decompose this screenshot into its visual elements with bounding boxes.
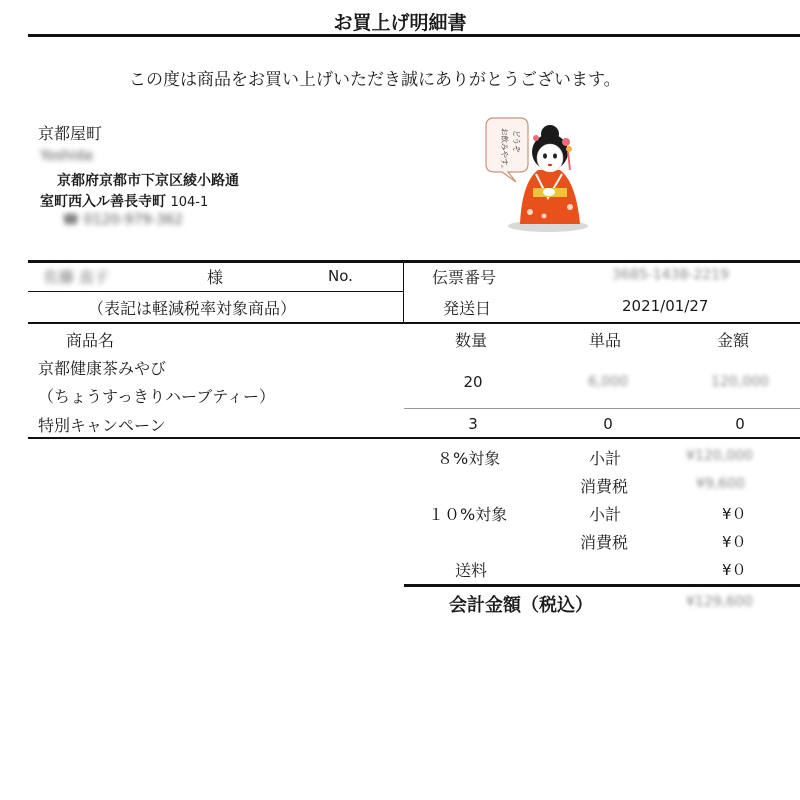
page-title: お買上げ明細書 [333,12,467,34]
item1-name-line2: （ちょうすっきりハーブティー） [38,387,275,406]
tel-row [62,212,183,228]
ten-tax-value: ¥０ [722,533,747,551]
item1-unit-price: 6,000 [587,374,629,390]
tel-number: 0120-979-362 [83,212,184,228]
shipping-label: 送料 [455,561,488,580]
item-row-divider [404,408,800,409]
item2-unit-price: 0 [603,415,613,433]
ten-tax-label: 消費税 [580,533,629,552]
staff-name: Yoshida [40,148,93,164]
ten-subtotal-label: 小計 [589,505,622,524]
ten-subtotal-value: ¥０ [722,505,747,523]
item2-quantity: 3 [468,415,478,433]
svg-text:どうぞ: どうぞ [512,130,521,153]
tax-note: （表記は軽減税率対象商品） [88,299,297,318]
total-label: 会計金額（税込） [449,595,593,616]
header-product-name: 商品名 [66,331,115,350]
maiko-mascot-illustration [478,112,603,237]
greeting-text: この度は商品をお買い上げいただき誠にありがとうございます。 [129,70,621,90]
total-rule [404,584,800,587]
ten-percent-label: １０%対象 [428,505,508,524]
honorific: 様 [207,268,224,287]
slip-number-label: 伝票番号 [432,268,497,287]
eight-subtotal-label: 小計 [589,449,622,468]
address-line2-wrap [40,191,208,211]
item2-name: 特別キャンペーン [38,416,166,435]
total-value: ¥129,600 [686,594,753,610]
address-line2: 室町西入ル善長寺町 [40,194,166,210]
eight-percent-label: ８%対象 [437,449,501,468]
address-line1: 京都府京都市下京区綾小路通 [57,173,239,189]
item1-amount: 120,000 [711,374,769,390]
shop-name: 京都屋町 [38,124,103,143]
title-divider [28,34,800,37]
ship-date-label: 発送日 [443,299,492,318]
header-unit-price: 単品 [589,331,622,350]
header-amount: 金額 [717,331,750,350]
shipping-value: ¥０ [722,561,747,579]
eight-tax-value: ¥9,600 [696,476,745,492]
address-number: 104-1 [170,195,209,210]
no-label: No. [328,267,353,285]
eight-tax-label: 消費税 [580,477,629,496]
item1-name-line1: 京都健康茶みやび [38,359,167,378]
customer-divider [28,291,404,292]
slip-number-value: 3685-1438-2219 [612,267,729,283]
phone-icon: ☎ [62,212,80,228]
item1-quantity: 20 [463,373,483,391]
customer-name: 佐藤 直子 [44,268,109,286]
header-top-rule [28,322,800,324]
section-divider-top [28,260,800,263]
customer-slip-separator [403,262,404,322]
ship-date-value: 2021/01/27 [622,297,709,315]
item2-amount: 0 [735,415,745,433]
items-bottom-rule [28,437,800,439]
svg-text:お飲みやす。: お飲みやす。 [500,128,509,173]
header-quantity: 数量 [455,331,488,350]
eight-subtotal-value: ¥120,000 [686,448,753,464]
